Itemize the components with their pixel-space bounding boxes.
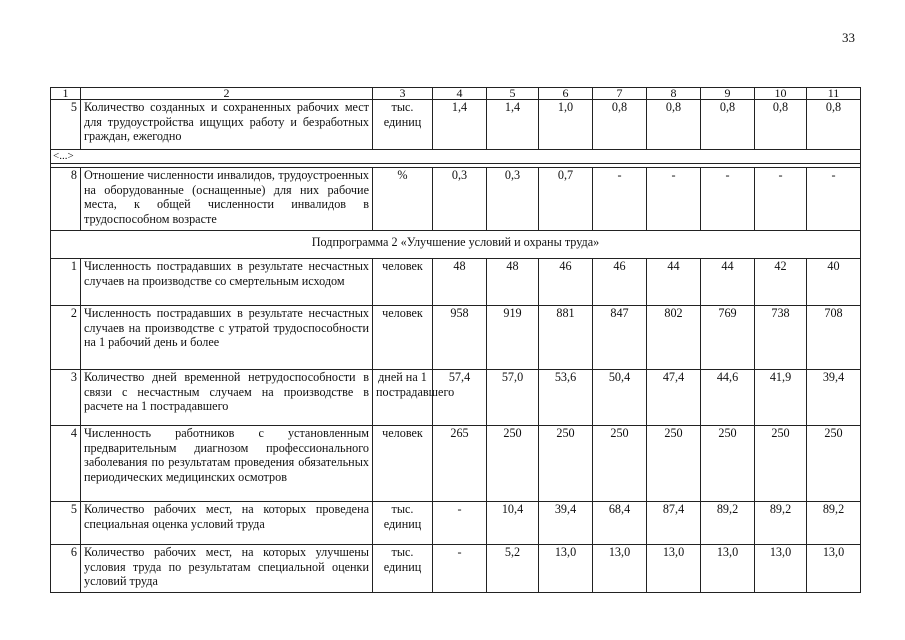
row-unit: %	[373, 168, 433, 231]
column-header-5: 5	[487, 88, 539, 100]
row-value: 41,9	[755, 370, 807, 426]
row-unit: человек	[373, 426, 433, 502]
row-description: Численность пострадавших в результате несчастных случаев на производстве со смертельным исходом	[81, 259, 373, 306]
column-header-7: 7	[593, 88, 647, 100]
row-value: 68,4	[593, 502, 647, 545]
row-value: 0,8	[593, 100, 647, 150]
row-value: -	[755, 168, 807, 231]
row-number: 5	[51, 100, 81, 150]
row-unit: человек	[373, 306, 433, 370]
column-header-1: 1	[51, 88, 81, 100]
row-description: Отношение численности инвалидов, трудоустроенных на оборудованные (оснащенные) для них рабочие места, к общей численности инвалидов в трудоспособном возрасте	[81, 168, 373, 231]
row-value: 89,2	[807, 502, 861, 545]
subprogram-row	[51, 231, 861, 259]
row-value: -	[433, 502, 487, 545]
row-value: 1,4	[433, 100, 487, 150]
row-description: Количество дней временной нетрудоспособности в связи с несчастным случаем на производстве в расчете на 1 пострадавшего	[81, 370, 373, 426]
row-number: 2	[51, 306, 81, 370]
row-value: 0,3	[487, 168, 539, 231]
row-number: 5	[51, 502, 81, 545]
row-value: 5,2	[487, 545, 539, 593]
table-row	[51, 502, 861, 545]
row-description: Численность пострадавших в результате несчастных случаев на производстве с утратой трудоспособности на 1 рабочий день и более	[81, 306, 373, 370]
row-value: 265	[433, 426, 487, 502]
row-value: 0,3	[433, 168, 487, 231]
column-header-3: 3	[373, 88, 433, 100]
row-value: 89,2	[701, 502, 755, 545]
page-number: 33	[842, 30, 855, 45]
row-value: 708	[807, 306, 861, 370]
row-unit: дней на 1 пострадавшего	[373, 370, 433, 426]
row-number: 3	[51, 370, 81, 426]
row-value: 44	[701, 259, 755, 306]
row-value: 53,6	[539, 370, 593, 426]
row-value: -	[433, 545, 487, 593]
row-value: 13,0	[539, 545, 593, 593]
row-value: 1,0	[539, 100, 593, 150]
row-value: 46	[539, 259, 593, 306]
row-value: 250	[647, 426, 701, 502]
row-value: 44,6	[701, 370, 755, 426]
row-value: 0,8	[647, 100, 701, 150]
table-body	[51, 88, 861, 593]
row-value: 57,0	[487, 370, 539, 426]
table-row	[51, 306, 861, 370]
column-header-6: 6	[539, 88, 593, 100]
column-header-11: 11	[807, 88, 861, 100]
header-row	[51, 88, 861, 100]
indicators-table	[50, 87, 861, 593]
row-value: 44	[647, 259, 701, 306]
column-header-4: 4	[433, 88, 487, 100]
column-header-10: 10	[755, 88, 807, 100]
row-value: 13,0	[755, 545, 807, 593]
row-value: 40	[807, 259, 861, 306]
row-value: 13,0	[593, 545, 647, 593]
row-description: Количество созданных и сохраненных рабочих мест для трудоустройства ищущих работу и безработных граждан, ежегодно	[81, 100, 373, 150]
table-row	[51, 168, 861, 231]
row-value: -	[647, 168, 701, 231]
row-value: 47,4	[647, 370, 701, 426]
row-value: 769	[701, 306, 755, 370]
row-number: 4	[51, 426, 81, 502]
row-value: -	[593, 168, 647, 231]
subprogram-title: Подпрограмма 2 «Улучшение условий и охраны труда»	[51, 231, 861, 259]
table-row	[51, 426, 861, 502]
row-value: 13,0	[701, 545, 755, 593]
row-value: 46	[593, 259, 647, 306]
table-row	[51, 370, 861, 426]
ellipsis-row	[51, 150, 861, 164]
row-value: 250	[539, 426, 593, 502]
row-value: 1,4	[487, 100, 539, 150]
row-description: Количество рабочих мест, на которых улучшены условия труда по результатам специальной оценки условий труда	[81, 545, 373, 593]
row-value: 881	[539, 306, 593, 370]
row-value: 50,4	[593, 370, 647, 426]
row-unit: тыс. единиц	[373, 100, 433, 150]
row-value: 10,4	[487, 502, 539, 545]
row-value: 0,7	[539, 168, 593, 231]
row-value: 250	[807, 426, 861, 502]
row-description: Количество рабочих мест, на которых проведена специальная оценка условий труда	[81, 502, 373, 545]
row-value: 39,4	[539, 502, 593, 545]
row-value: 802	[647, 306, 701, 370]
row-unit: человек	[373, 259, 433, 306]
row-value: 847	[593, 306, 647, 370]
row-value: 0,8	[701, 100, 755, 150]
row-number: 8	[51, 168, 81, 231]
table-row	[51, 100, 861, 150]
column-header-8: 8	[647, 88, 701, 100]
table-row	[51, 259, 861, 306]
column-header-2: 2	[81, 88, 373, 100]
row-value: 87,4	[647, 502, 701, 545]
row-value: 42	[755, 259, 807, 306]
row-unit: тыс. единиц	[373, 545, 433, 593]
row-value: 958	[433, 306, 487, 370]
row-value: 13,0	[807, 545, 861, 593]
row-value: 250	[593, 426, 647, 502]
row-value: 57,4	[433, 370, 487, 426]
row-description: Численность работников с установленным предварительным диагнозом профессионального заболевания по результатам проведения обязательных периодических медицинских осмотров	[81, 426, 373, 502]
row-value: -	[807, 168, 861, 231]
row-value: 738	[755, 306, 807, 370]
row-value: 250	[701, 426, 755, 502]
row-value: 250	[755, 426, 807, 502]
row-value: 0,8	[755, 100, 807, 150]
row-value: 48	[487, 259, 539, 306]
table-row	[51, 545, 861, 593]
row-number: 6	[51, 545, 81, 593]
row-value: 0,8	[807, 100, 861, 150]
row-value: 89,2	[755, 502, 807, 545]
row-value: 39,4	[807, 370, 861, 426]
row-value: 919	[487, 306, 539, 370]
row-value: -	[701, 168, 755, 231]
row-value: 13,0	[647, 545, 701, 593]
row-unit: тыс. единиц	[373, 502, 433, 545]
column-header-9: 9	[701, 88, 755, 100]
ellipsis-mark: <...>	[51, 150, 861, 164]
row-number: 1	[51, 259, 81, 306]
row-value: 48	[433, 259, 487, 306]
row-value: 250	[487, 426, 539, 502]
